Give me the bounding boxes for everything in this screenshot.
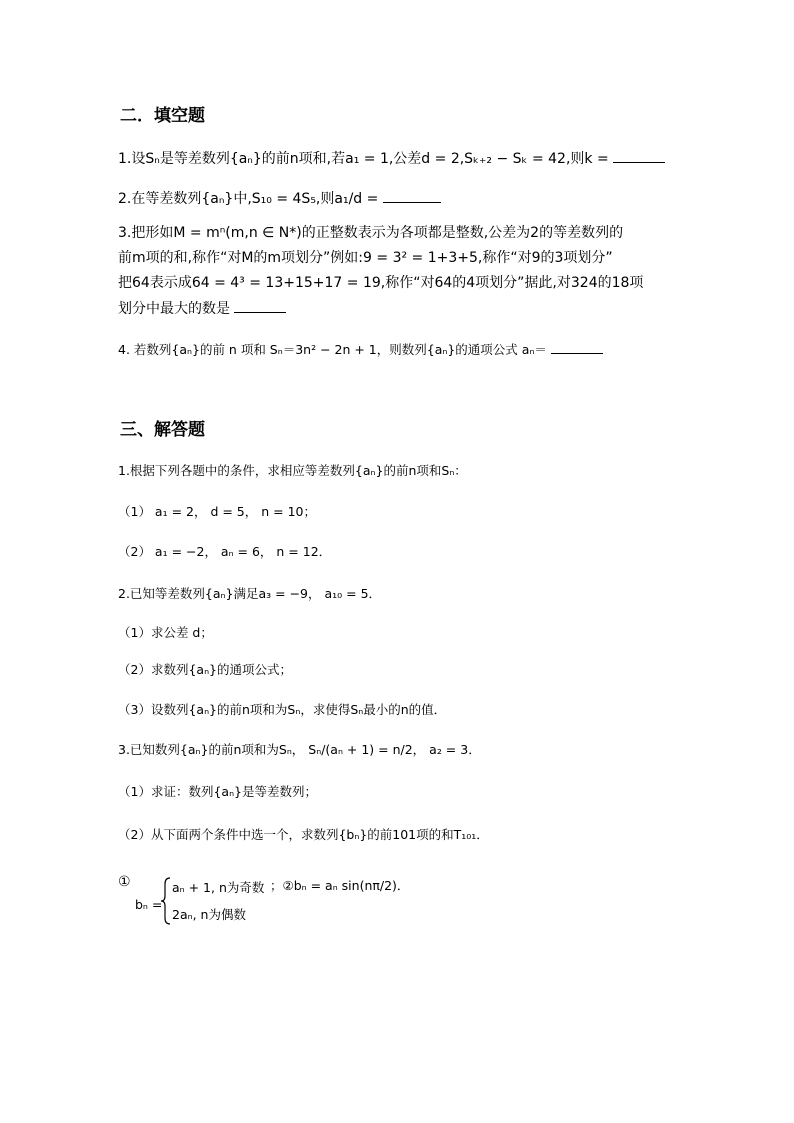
problem-2: 2.已知等差数列{aₙ}满足a₃ = −9， a₁₀ = 5． [118,586,382,601]
problem-3-part-1: （1）求证：数列{aₙ}是等差数列； [118,784,317,799]
answer-blank-3[interactable] [234,298,286,313]
answer-blank-1[interactable] [613,148,665,163]
condition-1-case-odd: aₙ + 1, n为奇数 [172,880,265,895]
section-2-heading: 二．填空题 [120,106,205,126]
fill-question-1-text: 1.设Sₙ是等差数列{aₙ}的前n项和,若a₁ = 1,公差d = 2,Sₖ₊₂ − Sₖ = 42,则k = [118,151,609,167]
fill-question-2 [118,188,441,209]
answer-blank-4[interactable] [551,339,603,354]
fill-question-3-line-2: 前m项的和,称作“对M的m项划分”例如:9 = 3² = 1+3+5,称作“对9的3项划分” [118,250,613,266]
condition-1-lhs: bₙ = [135,897,163,912]
condition-2: ；②bₙ = aₙ sin(nπ/2)． [270,878,410,893]
fill-question-1 [118,148,665,169]
section-3-heading: 三、解答题 [120,420,205,440]
problem-1: 1.根据下列各题中的条件，求相应等差数列{aₙ}的前n项和Sₙ： [118,463,467,478]
condition-1-marker: ① [118,874,131,890]
problem-1-part-2: （2） a₁ = −2， aₙ = 6， n = 12． [118,544,332,559]
problem-2-part-3: （3）设数列{aₙ}的前n项和为Sₙ，求使得Sₙ最小的n的值． [118,702,447,717]
fill-question-4-text: 4. 若数列{aₙ}的前 n 项和 Sₙ＝3n² − 2n + 1，则数列{aₙ}的通项公式 aₙ＝ [118,342,547,357]
fill-question-2-text: 2.在等差数列{aₙ}中,S₁₀ = 4S₅,则a₁/d = [118,191,379,207]
fill-question-3-text: 划分中最大的数是 [118,301,230,317]
problem-2-part-2: （2）求数列{aₙ}的通项公式； [118,662,292,677]
problem-3-part-2: （2）从下面两个条件中选一个，求数列{bₙ}的前101项的和T₁₀₁． [118,827,489,842]
problem-1-part-1: （1） a₁ = 2， d = 5， n = 10； [118,504,316,519]
condition-1-case-even: 2aₙ, n为偶数 [172,907,246,922]
fill-question-3-line-4 [118,298,286,319]
left-brace-icon [160,876,172,926]
fill-question-3-line-1: 3.把形如M = mⁿ(m,n ∈ N*)的正整数表示为各项都是整数,公差为2的等差数列的 [118,225,624,241]
problem-3: 3.已知数列{aₙ}的前n项和为Sₙ， Sₙ/(aₙ + 1) = n/2， a₂ = 3． [118,742,481,757]
fill-question-3-line-3: 把64表示成64 = 4³ = 13+15+17 = 19,称作“对64的4项划分”据此,对324的18项 [118,275,644,291]
answer-blank-2[interactable] [383,188,441,203]
problem-2-part-1: （1）求公差 d； [118,625,213,640]
fill-question-4 [118,339,603,360]
